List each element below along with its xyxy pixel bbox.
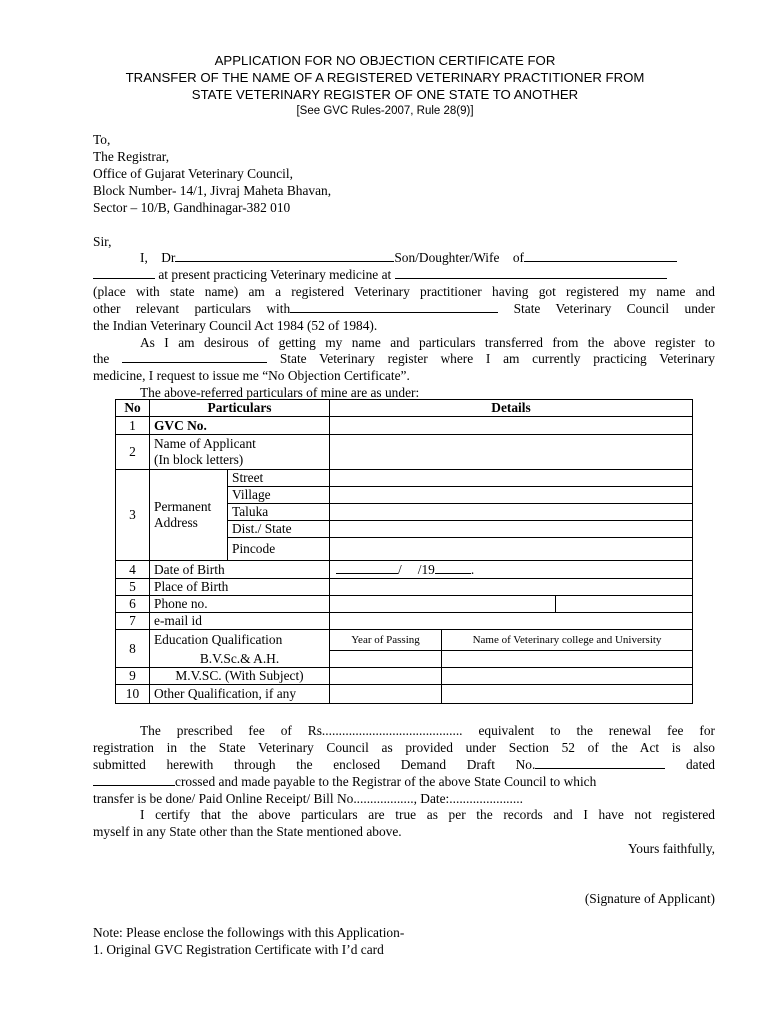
applicant-name-blank[interactable] bbox=[175, 250, 394, 262]
particulars-table bbox=[115, 399, 693, 704]
rule-reference: [See GVC Rules-2007, Rule 28(9)] bbox=[296, 105, 474, 117]
header-particulars: Particulars bbox=[150, 400, 330, 417]
other-college-field[interactable] bbox=[442, 685, 693, 704]
practice-place-line: at present practicing Veterinary medicine at bbox=[93, 266, 667, 283]
birth-place-label: Place of Birth bbox=[150, 579, 330, 596]
village-field[interactable] bbox=[330, 487, 693, 504]
receipt-line: transfer is be done/ Paid Online Receipt/ Bill No.................., Date:...................... bbox=[93, 791, 523, 806]
address-sector: Sector – 10/B, Gandhinagar-382 010 bbox=[93, 200, 291, 215]
paragraph1-line3: (place with state name) am a registered Veterinary practitioner having got registered my name and bbox=[93, 284, 715, 299]
relation-name-blank-cont[interactable] bbox=[93, 267, 155, 279]
birth-place-field[interactable] bbox=[330, 579, 693, 596]
gvc-no-label: GVC No. bbox=[150, 417, 330, 435]
state-council-line: other relevant particulars with State Veterinary Council under bbox=[93, 301, 715, 316]
pincode-label: Pincode bbox=[228, 538, 330, 561]
table-row: 3 Permanent Address Street bbox=[116, 470, 693, 487]
taluka-field[interactable] bbox=[330, 504, 693, 521]
form-title-line-2: TRANSFER OF THE NAME OF A REGISTERED VETERINARY PRACTITIONER FROM bbox=[125, 70, 645, 85]
email-label: e-mail id bbox=[150, 613, 330, 630]
pincode-field[interactable] bbox=[330, 538, 693, 561]
other-year-field[interactable] bbox=[330, 685, 442, 704]
salutation: Sir, bbox=[93, 234, 112, 249]
table-row: 5 Place of Birth bbox=[116, 579, 693, 596]
address-block: Block Number- 14/1, Jivraj Maheta Bhavan, bbox=[93, 183, 332, 198]
form-title-line-1: APPLICATION FOR NO OBJECTION CERTIFICATE FOR bbox=[214, 53, 556, 68]
bvsc-college-field[interactable] bbox=[442, 651, 693, 668]
form-title-line-3: STATE VETERINARY REGISTER OF ONE STATE TO ANOTHER bbox=[191, 87, 579, 102]
yours-faithfully: Yours faithfully, bbox=[627, 841, 715, 856]
table-row: 8 Education Qualification Year of Passing Name of Veterinary college and University bbox=[116, 630, 693, 651]
mvsc-year-field[interactable] bbox=[330, 668, 442, 685]
applicant-name-label: Name of Applicant (In block letters) bbox=[150, 435, 330, 470]
table-row: 7 e-mail id bbox=[116, 613, 693, 630]
phone-label: Phone no. bbox=[150, 596, 330, 613]
address-to: To, bbox=[93, 132, 111, 147]
table-row: 1 GVC No. bbox=[116, 417, 693, 435]
bvsc-label: B.V.Sc.& A.H. bbox=[150, 651, 330, 668]
demand-draft-line: submitted herewith through the enclosed Demand Draft No. dated bbox=[93, 757, 715, 772]
college-header: Name of Veterinary college and University bbox=[442, 630, 693, 651]
header-no: No bbox=[116, 400, 150, 417]
dd-date-blank[interactable] bbox=[93, 774, 175, 786]
fee-line: The prescribed fee of Rs.......................................... equivalent to the renewal fee for bbox=[140, 723, 715, 738]
table-row bbox=[116, 651, 693, 668]
email-field[interactable] bbox=[330, 613, 693, 630]
phone-field-1[interactable] bbox=[330, 596, 556, 613]
relation-name-blank[interactable] bbox=[524, 250, 677, 262]
table-header-row bbox=[116, 400, 693, 417]
mvsc-college-field[interactable] bbox=[442, 668, 693, 685]
note-heading: Note: Please enclose the followings with this Application- bbox=[93, 925, 405, 940]
applicant-name-field[interactable] bbox=[330, 435, 693, 470]
dist-state-field[interactable] bbox=[330, 521, 693, 538]
address-office: Office of Gujarat Veterinary Council, bbox=[93, 166, 293, 181]
table-row: 6 Phone no. bbox=[116, 596, 693, 613]
permanent-address-label: Permanent Address bbox=[150, 470, 228, 561]
paragraph2-line3: medicine, I request to issue me “No Objection Certificate”. bbox=[93, 368, 410, 383]
mvsc-label: M.V.SC. (With Subject) bbox=[150, 668, 330, 685]
bvsc-year-field[interactable] bbox=[330, 651, 442, 668]
year-of-passing-header: Year of Passing bbox=[330, 630, 442, 651]
dob-label: Date of Birth bbox=[150, 561, 330, 579]
applicant-name-line: I, Dr Son/Doughter/Wife of bbox=[140, 249, 677, 266]
table-row: 10 Other Qualification, if any bbox=[116, 685, 693, 704]
crossed-line: crossed and made payable to the Registrar of the above State Council to which bbox=[93, 773, 596, 790]
street-label: Street bbox=[228, 470, 330, 487]
phone-field-2[interactable] bbox=[556, 596, 693, 613]
village-label: Village bbox=[228, 487, 330, 504]
target-state-line: the State Veterinary register where I am currently practicing Veterinary bbox=[93, 351, 715, 366]
taluka-label: Taluka bbox=[228, 504, 330, 521]
education-label: Education Qualification bbox=[150, 630, 330, 651]
paragraph3: The above-referred particulars of mine are as under: bbox=[140, 385, 420, 400]
table-row: 9 M.V.SC. (With Subject) bbox=[116, 668, 693, 685]
practice-place-blank[interactable] bbox=[395, 267, 667, 279]
table-row: 4 Date of Birth / /19 . bbox=[116, 561, 693, 579]
paragraph2-line1: As I am desirous of getting my name and particulars transferred from the above register to bbox=[140, 335, 715, 350]
demand-draft-blank[interactable] bbox=[535, 757, 665, 769]
certify-line: I certify that the above particulars are true as per the records and I have not registered bbox=[140, 807, 715, 822]
note-item-1: 1. Original GVC Registration Certificate with I’d card bbox=[93, 942, 384, 957]
fee-line-2: registration in the State Veterinary Council as provided under Section 52 of the Act is also bbox=[93, 740, 715, 755]
street-field[interactable] bbox=[330, 470, 693, 487]
state-council-blank[interactable] bbox=[290, 301, 498, 313]
signature-label: (Signature of Applicant) bbox=[584, 891, 715, 906]
gvc-no-field[interactable] bbox=[330, 417, 693, 435]
target-state-blank[interactable] bbox=[122, 351, 267, 363]
dob-field[interactable]: / /19 . bbox=[330, 561, 693, 579]
paragraph1-line5: the Indian Veterinary Council Act 1984 (52 of 1984). bbox=[93, 318, 378, 333]
dist-state-label: Dist./ State bbox=[228, 521, 330, 538]
table-row: 2 Name of Applicant (In block letters) bbox=[116, 435, 693, 470]
certify-line-2: myself in any State other than the State mentioned above. bbox=[93, 824, 402, 839]
other-qualification-label: Other Qualification, if any bbox=[150, 685, 330, 704]
address-registrar: The Registrar, bbox=[93, 149, 170, 164]
header-details: Details bbox=[330, 400, 693, 417]
